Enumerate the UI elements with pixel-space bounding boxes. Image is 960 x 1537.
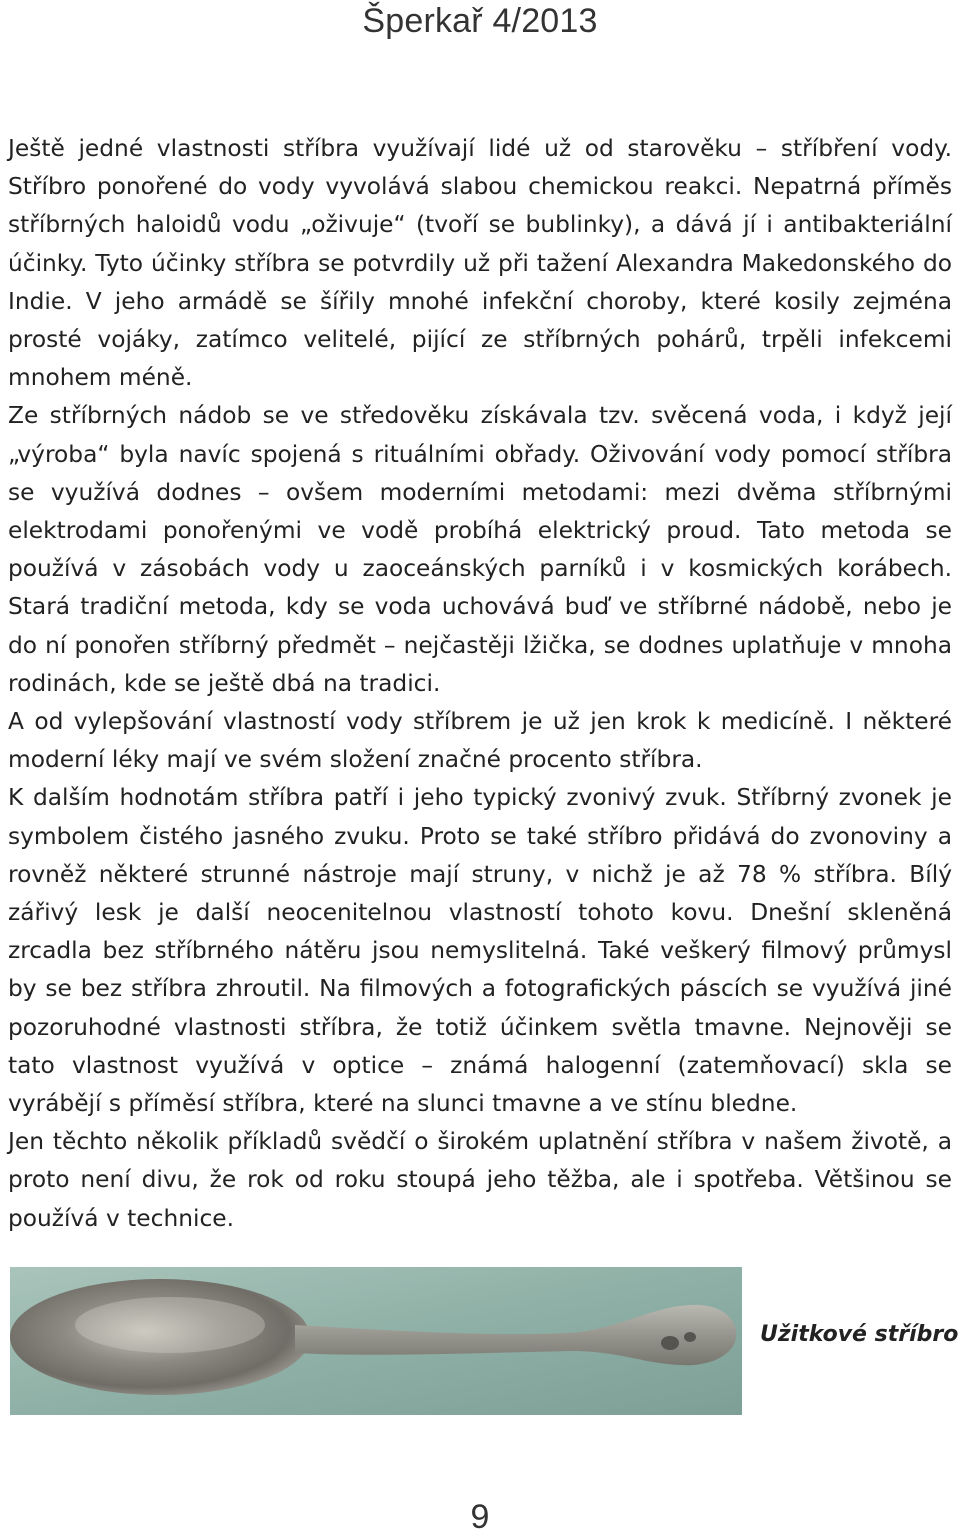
hallmark-icon [661,1336,679,1350]
spoon-photo [10,1267,742,1415]
article-paragraph: Jen těchto několik příkladů svědčí o širokém uplatnění stříbra v našem životě, a proto není divu, že rok od roku stoupá jeho těžba, ale i spotřeba. Většinou se používá v technice. [8,1128,952,1232]
article-paragraph: A od vylepšování vlastností vody stříbrem je už jen krok k medicíně. I některé moderní léky mají ve svém složení značné procento stříbra. [8,708,952,774]
article-paragraph: K dalším hodnotám stříbra patří i jeho typický zvonivý zvuk. Stříbrný zvonek je symbolem čistého jasného zvuku. Proto se také stříbro přidává do zvonoviny a rovněž některé strunné nástroje mají struny, v nichž je až 78 % stříbra. Bílý zářivý lesk je další neocenitelnou vlastností tohoto kovu. Dnešní skleněná zrcadla bez stříbrného nátěru jsou nemyslitelná. Také veškerý filmový průmysl by se bez stříbra zhroutil. Na filmových a fotografických páscích se využívá jiné pozoruhodné vlastnosti stříbra, že totiž účinkem světla tmavne. Nejnověji se tato vlastnost využívá v optice – známá halogenní (zatemňovací) skla se vyrábějí s příměsí stříbra, které na slunci tmavne a ve stínu bledne. [8,784,952,1118]
page-number: 9 [470,1498,490,1536]
article-body [8,130,952,1238]
spoon-illustration [10,1267,742,1415]
hallmark-icon [684,1332,696,1342]
article-paragraph: Ze stříbrných nádob se ve středověku získávala tzv. svěcená voda, i když její „výroba“ byla navíc spojená s rituálními obřady. Oživování vody pomocí stříbra se využívá dodnes – ovšem moderními metodami: mezi dvěma stříbrnými elektrodami ponořenými ve vodě probíhá elektrický proud. Tato metoda se používá v zásobách vody u zaoceánských parníků i v kosmických korábech. Stará tradiční metoda, kdy se voda uchovává buď ve stříbrné nádobě, nebo je do ní ponořen stříbrný předmět – nejčastěji lžička, se dodnes uplatňuje v mnoha rodinách, kde se ještě dbá na tradici. [8,402,952,697]
figure-caption: Užitkové stříbro [760,1322,959,1347]
article-paragraph: Ještě jedné vlastnosti stříbra využívají lidé už od starověku – stříbření vody. Stříbro ponořené do vody vyvolává slabou chemickou reakci. Nepatrná příměs stříbrných haloidů vodu „oživuje“ (tvoří se bublinky), a dává jí i antibakteriální účinky. Tyto účinky stříbra se potvrdily už při tažení Alexandra Makedonského do Indie. V jeho armádě se šířily mnohé infekční choroby, které kosily zejména prosté vojáky, zatímco velitelé, pijící ze stříbrných pohárů, trpěli infekcemi mnohem méně. [8,135,952,392]
page-header: Šperkař 4/2013 [362,2,598,40]
